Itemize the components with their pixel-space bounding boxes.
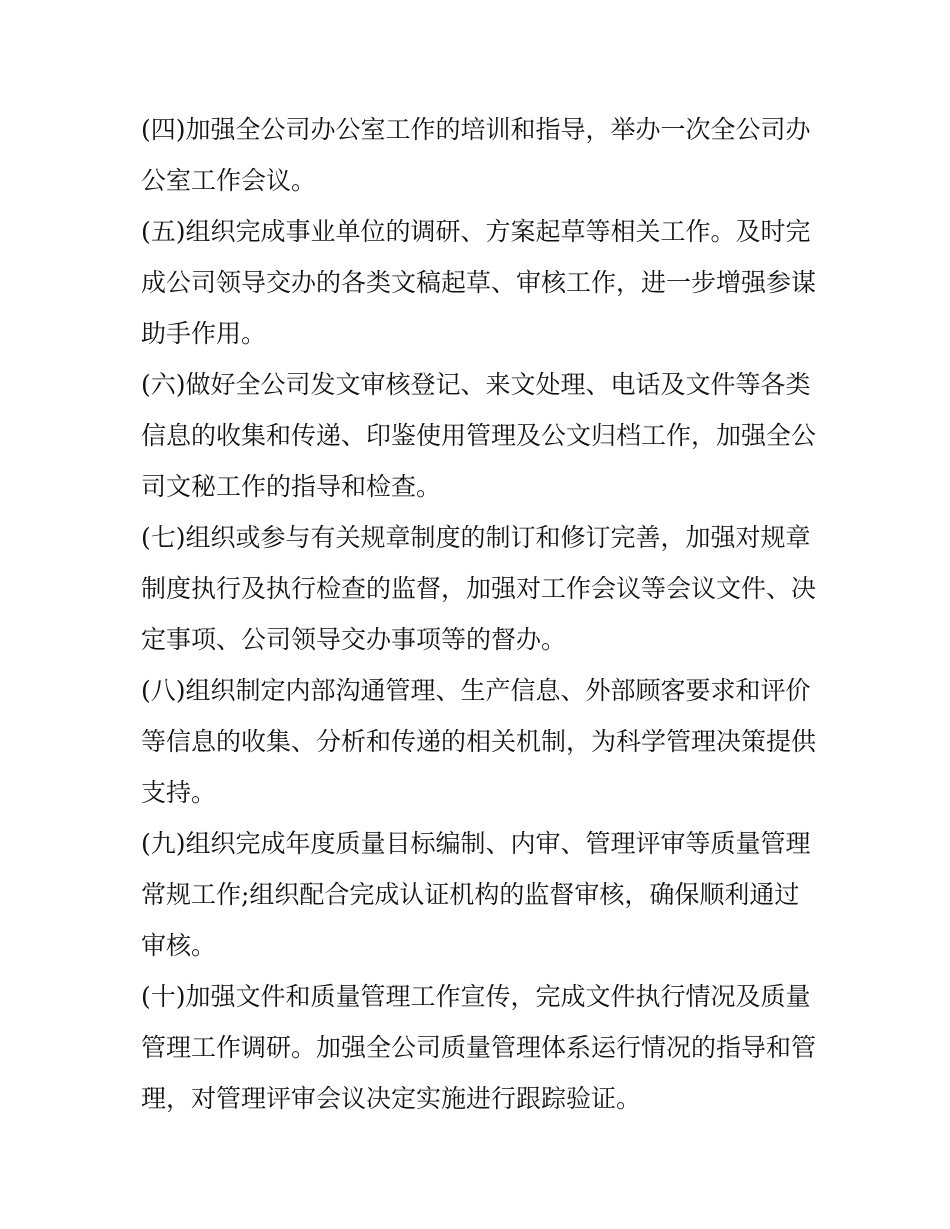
paragraph-10 bbox=[141, 971, 817, 1124]
text-line: (八)组织制定内部沟通管理、生产信息、外部顾客要求和评价 bbox=[141, 676, 811, 705]
text-line: 定事项、公司领导交办事项等的督办。 bbox=[141, 625, 567, 654]
text-line: 成公司领导交办的各类文稿起草、审核工作，进一步增强参谋 bbox=[141, 268, 817, 297]
text-line: (六)做好全公司发文审核登记、来文处理、电话及文件等各类 bbox=[141, 370, 811, 399]
paragraph-5 bbox=[141, 206, 817, 359]
text-line: 制度执行及执行检查的监督，加强对工作会议等会议文件、决 bbox=[141, 574, 817, 603]
text-line: 常规工作;组织配合完成认证机构的监督审核，确保顺利通过 bbox=[141, 880, 800, 909]
paragraph-8 bbox=[141, 665, 817, 818]
paragraph-7 bbox=[141, 512, 817, 665]
text-line: (十)加强文件和质量管理工作宣传，完成文件执行情况及质量 bbox=[141, 982, 811, 1011]
paragraph-6 bbox=[141, 359, 817, 512]
text-line: 公室工作会议。 bbox=[141, 166, 317, 195]
text-line: 管理工作调研。加强全公司质量管理体系运行情况的指导和管 bbox=[141, 1033, 817, 1062]
text-line: 等信息的收集、分析和传递的相关机制，为科学管理决策提供 bbox=[141, 727, 817, 756]
text-line: 司文秘工作的指导和检查。 bbox=[141, 472, 442, 501]
text-line: (九)组织完成年度质量目标编制、内审、管理评审等质量管理 bbox=[141, 829, 811, 858]
paragraph-4 bbox=[141, 104, 813, 206]
paragraph-9 bbox=[141, 818, 813, 971]
text-line: 理，对管理评审会议决定实施进行跟踪验证。 bbox=[141, 1084, 642, 1113]
text-line: 信息的收集和传递、印鉴使用管理及公文归档工作，加强全公 bbox=[141, 421, 817, 450]
text-line: (五)组织完成事业单位的调研、方案起草等相关工作。及时完 bbox=[141, 217, 811, 246]
text-line: 审核。 bbox=[141, 931, 217, 960]
document-body bbox=[141, 104, 817, 1124]
text-line: (四)加强全公司办公室工作的培训和指导，举办一次全公司办 bbox=[141, 115, 811, 144]
text-line: (七)组织或参与有关规章制度的制订和修订完善，加强对规章 bbox=[141, 523, 811, 552]
text-line: 助手作用。 bbox=[141, 319, 267, 348]
text-line: 支持。 bbox=[141, 778, 217, 807]
